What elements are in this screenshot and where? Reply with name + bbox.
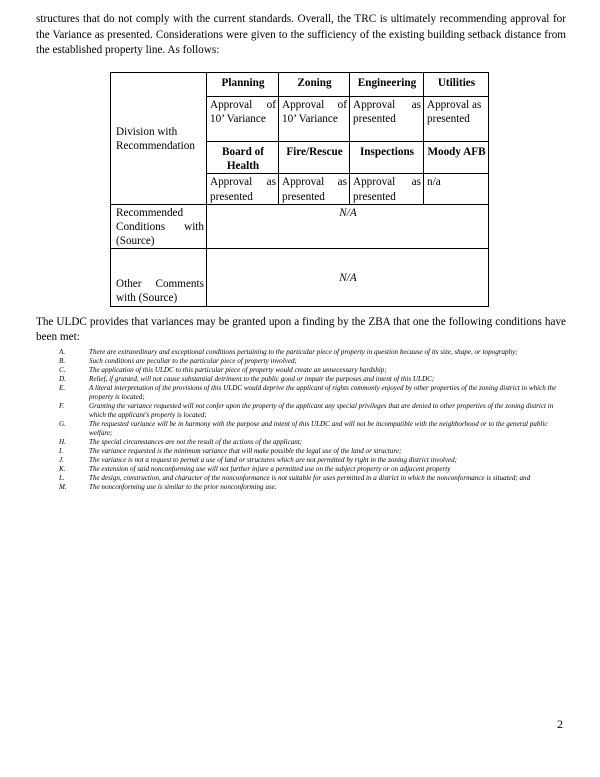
value-zoning: Approval of 10’ Variance (279, 97, 350, 142)
other-comments-label: Other Comments with (Source) (111, 249, 207, 307)
header-inspections: Inspections (350, 142, 424, 174)
uldc-paragraph: The ULDC provides that variances may be granted upon a finding by the ZBA that one the following conditions have been met: (36, 316, 566, 344)
list-item: F. Granting the variance requested will not confer upon the property of the applicant any special privileges that are denied to other properties of the zoning district in which the applicant's property is located; (59, 402, 554, 419)
list-item: G. The requested variance will be in harmony with the purpose and intent of this ULDC and will not be incompatible with the neighborhood or to the general public welfare; (59, 420, 548, 437)
division-label: Division with Recommendation (111, 73, 207, 205)
header-moody-afb: Moody AFB (424, 142, 489, 174)
header-planning: Planning (207, 73, 279, 97)
intro-paragraph: structures that do not comply with the current standards. Overall, the TRC is ultimately recommending approval for the Variance as presented. Considerations were given to the sufficiency of the existing building setback distance from the established property line. As follows: (36, 13, 566, 57)
value-fire-rescue: Approval as presented (279, 174, 350, 204)
recommended-conditions-label: Recommended Conditions with (Source) (111, 204, 207, 249)
value-inspections: Approval as presented (350, 174, 424, 204)
list-item: K. The extension of said nonconforming use will not further injure a permitted use on the subject property or on adjacent property (59, 465, 451, 473)
list-item: M. The nonconforming use is similar to the prior nonconforming use. (59, 483, 277, 491)
list-item: A. There are extraordinary and exceptional conditions pertaining to the particular piece of property in question because of its size, shape, or topography; (59, 348, 518, 356)
value-utilities: Approval as presented (424, 97, 489, 142)
recommendation-table (110, 72, 489, 307)
header-engineering: Engineering (350, 73, 424, 97)
recommended-conditions-value: N/A (207, 204, 489, 249)
conditions-list (59, 348, 565, 492)
other-comments-value: N/A (207, 249, 489, 307)
value-moody-afb: n/a (424, 174, 489, 204)
list-item: C. The application of this ULDC to this particular piece of property would create an unnecessary hardship; (59, 366, 387, 374)
value-board-of-health: Approval as presented (207, 174, 279, 204)
header-board-of-health: Board of Health (207, 142, 279, 174)
list-item: I. The variance requested is the minimum variance that will make possible the legal use of the land or structure; (59, 447, 402, 455)
header-zoning: Zoning (279, 73, 350, 97)
header-utilities: Utilities (424, 73, 489, 97)
page-number: 2 (557, 717, 563, 731)
list-item: J. The variance is not a request to permit a use of land or structures which are not permitted by right in the zoning district involved; (59, 456, 458, 464)
list-item: H. The special circumstances are not the result of the actions of the applicant; (59, 438, 303, 446)
list-item: D. Relief, if granted, will not cause substantial detriment to the public good or impair the purposes and intent of this ULDC; (59, 375, 435, 383)
value-planning: Approval of 10’ Variance (207, 97, 279, 142)
list-item: L. The design, construction, and character of the nonconformance is not suitable for uses permitted in a district in which the nonconformance is situated; and (59, 474, 531, 482)
list-item: E. A literal interpretation of the provisions of this ULDC would deprive the applicant of rights commonly enjoyed by other properties of the zoning district in which the property is located; (59, 384, 557, 401)
list-item: B. Such conditions are peculiar to the particular piece of property involved; (59, 357, 297, 365)
header-fire-rescue: Fire/Rescue (279, 142, 350, 174)
value-engineering: Approval as presented (350, 97, 424, 142)
